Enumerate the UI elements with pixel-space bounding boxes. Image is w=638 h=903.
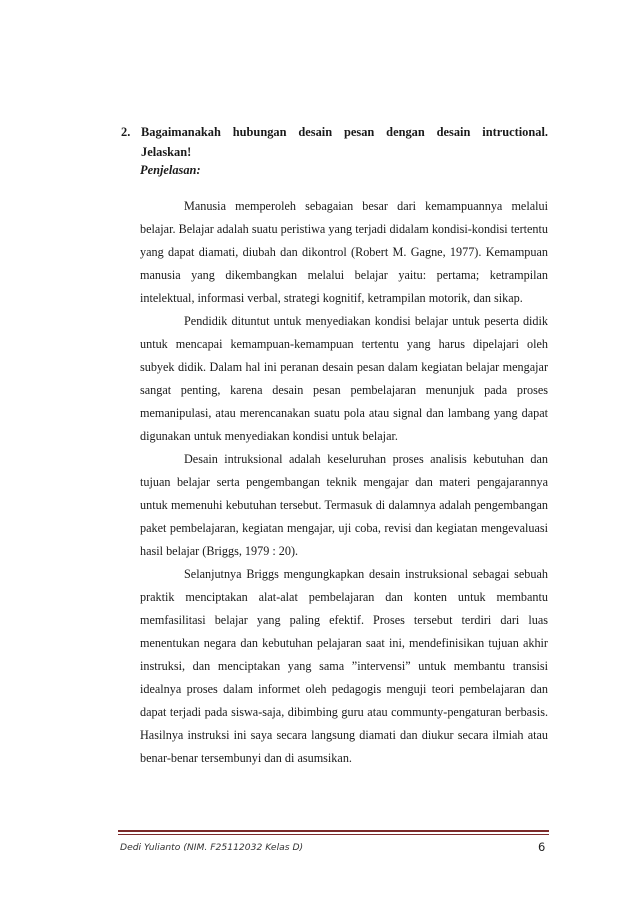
paragraph: Manusia memperoleh sebagaian besar dari kemampuannya melalui belajar. Belajar adalah suatu peristiwa yang terjadi didalam kondisi-kondisi tertentu yang dapat diamati, diubah dan dikontrol (Robert M. Gagne, 1977). Kemampuan manusia yang dikembangkan melalui belajar yaitu: pertama; ketrampilan intelektual, informasi verbal, strategi kognitif, ketrampilan motorik, dan sikap. [140,199,548,305]
page-number: 6 [538,840,546,854]
footer-author: Dedi Yulianto (NIM. F25112032 Kelas D) [120,842,304,853]
paragraph: Selanjutnya Briggs mengungkapkan desain instruksional sebagai sebuah praktik menciptakan alat-alat pembelajaran dan konten untuk membantu memfasilitasi belajar yang paling efektif. Proses tersebut terdiri dari luas menentukan negara dan kebutuhan pelajaran saat ini, mendefinisikan tujuan akhir instruksi, dan menciptakan yang sama ”intervensi” untuk membantu transisi idealnya proses dalam informet oleh pedagogis menguji teori pembelajaran dan dapat terjadi pada siswa-saja, dibimbing guru atau communty-pengaturan berbasis. Hasilnya instruksi ini saya secara langsung diamati dan diukur secara ilmiah atau benar-benar tersembunyi dan di asumsikan. [140,567,548,765]
question-line-2: Jelaskan! [141,145,192,159]
paragraph: Desain intruksional adalah keseluruhan proses analisis kebutuhan dan tujuan belajar serta pengembangan teknik mengajar dan materi pengajarannya untuk memenuhi kebutuhan tersebut. Termasuk di dalamnya adalah pengembangan paket pembelajaran, kegiatan mengajar, uji coba, revisi dan kegiatan mengevaluasi hasil belajar (Briggs, 1979 : 20). [140,452,548,558]
question-number: 2. [121,125,131,139]
paragraph: Pendidik dituntut untuk menyediakan kondisi belajar untuk peserta didik untuk mencapai kemampuan-kemampuan tertentu yang harus dipelajari oleh subyek didik. Dalam hal ini peranan desain pesan dalam kegiatan belajar mengajar sangat penting, karena desain pesan pembelajaran menunjuk pada proses memanipulasi, atau merencanakan suatu pola atau signal dan lambang yang dapat digunakan untuk menyediakan kondisi untuk belajar. [140,314,548,443]
question-line-1: Bagaimanakah hubungan desain pesan dengan desain intructional. [141,125,548,139]
footer-divider [118,830,549,832]
explanation-heading: Penjelasan: [140,163,201,177]
explanation-body [140,195,548,770]
footer-divider-thin [118,834,549,835]
question-text [141,122,548,162]
question [121,122,548,162]
